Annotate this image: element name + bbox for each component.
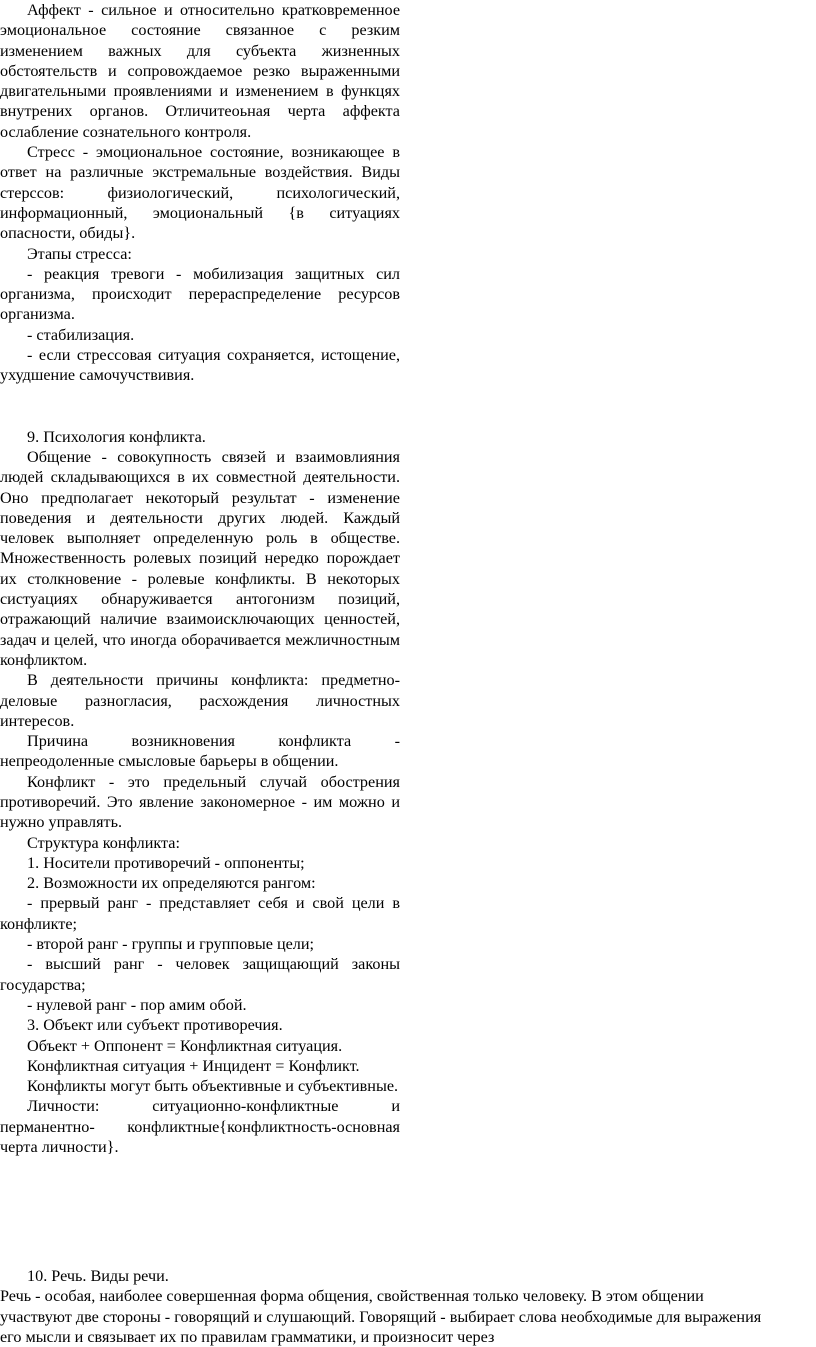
- paragraph-speech: Речь - особая, наиболее совершенная форма общения, свойственная только человеку. В этом общении участвуют две стороны - говорящий и слушающий. Говорящий - выбирает слова необходимые для выражения его мысли и связывает их по правилам грамматики, и произносит через: [0, 1287, 762, 1346]
- list-item-first-rank: - прервый ранг - представляет себя и свой цели в конфликте;: [0, 894, 400, 933]
- list-item-object: 3. Объект или субъект противоречия.: [27, 1016, 283, 1035]
- wide-section: [0, 1266, 770, 1347]
- section-heading-conflict: 9. Психология конфликта.: [27, 427, 206, 446]
- section-heading-speech: 10. Речь. Виды речи.: [27, 1267, 169, 1285]
- paragraph-conflict-types: Конфликты могут быть объективные и субъективные.: [27, 1077, 399, 1096]
- paragraph-stress: Стресс - эмоциональное состояние, возникающее в ответ на различные экстремальные воздействия. Виды стерссов: физиологический, психологический, информационный, эмоциональный {в ситуациях опасности, обиды}.: [0, 143, 400, 243]
- list-item-ranks: 2. Возможности их определяются рангом:: [27, 874, 316, 893]
- paragraph-conflict-reason: Причина возникновения конфликта - непреодоленные смысловые барьеры в общении.: [0, 732, 400, 771]
- text-column: [0, 0, 400, 1157]
- paragraph-personalities: Личности: ситуационно-конфликтные и перманентно- конфликтные{конфликтность-основная черта личности}.: [0, 1097, 400, 1157]
- paragraph-structure-heading: Структура конфликта:: [27, 833, 180, 852]
- list-item-alarm: - реакция тревоги - мобилизация защитных сил организма, происходит перераспределение ресурсов организма.: [0, 264, 400, 324]
- formula-conflict: Конфликтная ситуация + Инцидент = Конфликт.: [27, 1056, 360, 1075]
- formula-conflict-situation: Объект + Оппонент = Конфликтная ситуация.: [27, 1036, 343, 1055]
- paragraph-communication: Общение - совокупность связей и взаимовлияния людей складывающихся в их совместной деятельности. Оно предполагает некоторый результат - изменение поведения и деятельности других людей. Каждый человек выполняет определенную роль в обществе. Множественность ролевых позиций нередко порождает их столкновение - ролевые конфликты. В некоторых систуациях обнаруживается антогонизм позиций, отражающий наличие взаимоисключающих ценностей, задач и целей, что иногда оборачивается межличностным конфликтом.: [0, 447, 400, 669]
- list-item-opponents: 1. Носители противоречий - оппоненты;: [27, 853, 305, 872]
- paragraph-conflict-definition: Конфликт - это предельный случай обострения противоречий. Это явление закономерное - им можно и нужно управлять.: [0, 772, 400, 832]
- section-spacer: [0, 386, 400, 427]
- paragraph-stress-stages-heading: Этапы стресса:: [27, 244, 132, 263]
- list-item-highest-rank: - высший ранг - человек защищающий законы государства;: [0, 955, 400, 994]
- list-item-zero-rank: - нулевой ранг - пор амим обой.: [27, 995, 247, 1014]
- list-item-second-rank: - второй ранг - группы и групповые цели;: [27, 935, 315, 954]
- paragraph-affect: Аффект - сильное и относительно кратковременное эмоциональное состояние связанное с резким изменением важных для субъекта жизненных обстоятельств и сопровождаемое резко выраженными двигательными проявлениями и изменением в функцях внутрених органов. Отличитеоьная черта аффекта ослабление сознательного контроля.: [0, 1, 400, 141]
- paragraph-conflict-causes: В деятельности причины конфликта: предметно-деловые разногласия, расхождения личностных интересов.: [0, 671, 400, 730]
- list-item-exhaustion: - если стрессовая ситуация сохраняется, истощение, ухудшение самочучствивия.: [0, 346, 400, 385]
- list-item-stabilization: - стабилизация.: [27, 325, 135, 344]
